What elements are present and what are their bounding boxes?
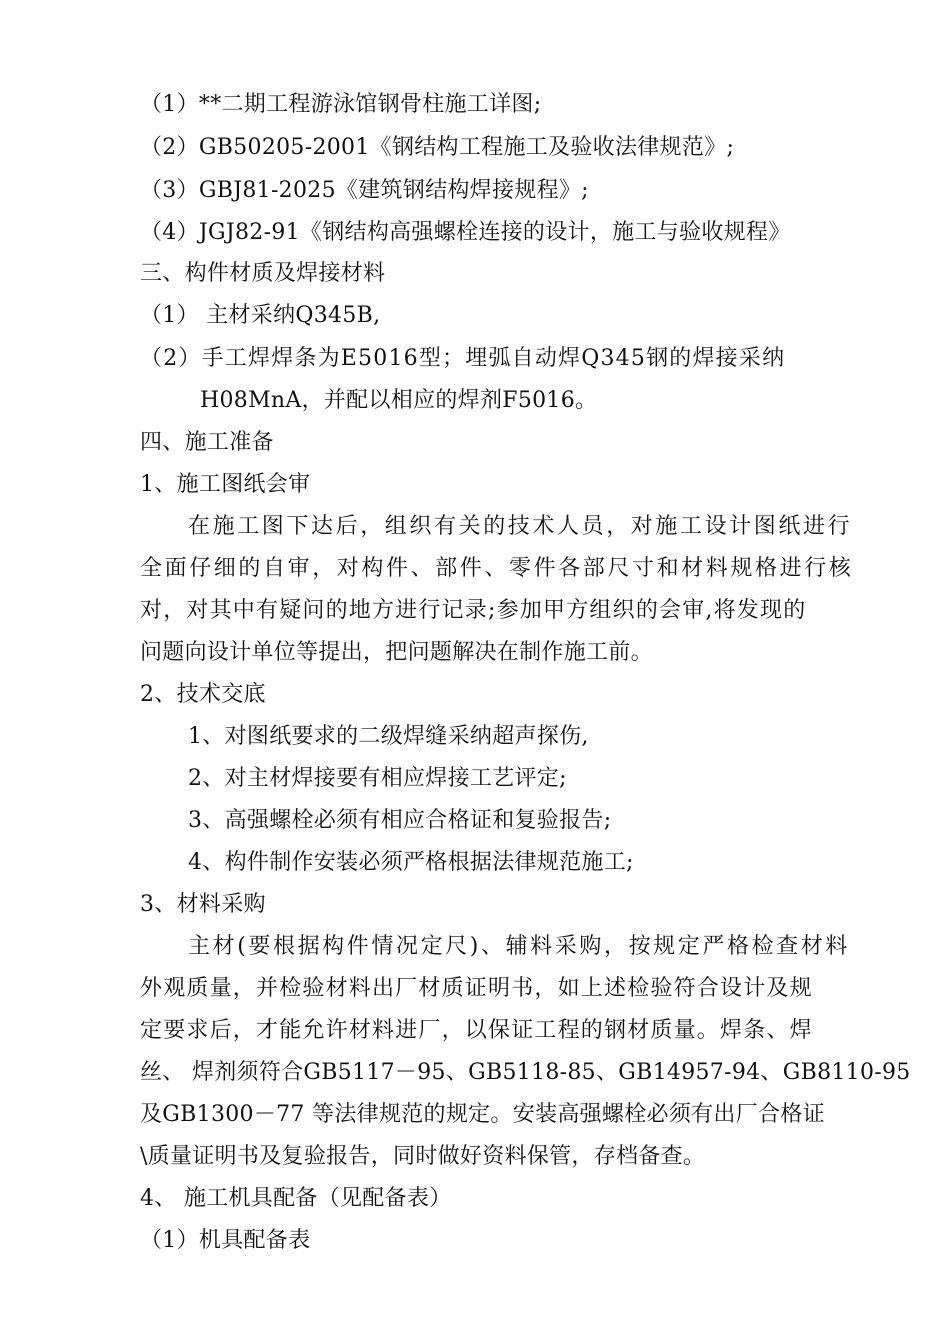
section-heading-preparation: 四、施工准备 [140, 430, 274, 455]
briefing-item: 4、构件制作安装必须严格根据法律规范施工; [188, 850, 634, 875]
section-heading-materials: 三、构件材质及焊接材料 [140, 261, 386, 286]
subsection-heading: 3、材料采购 [140, 892, 266, 917]
paragraph-line: 丝、 焊剂须符合GB5117－95、GB5118-85、GB14957-94、GB8110-95 [140, 1060, 911, 1085]
material-item: （2）手工焊焊条为E5016型；埋弧自动焊Q345钢的焊接采纳 [140, 346, 786, 371]
briefing-item: 1、对图纸要求的二级焊缝采纳超声探伤, [188, 724, 589, 749]
material-item-continuation: H08MnA，并配以相应的焊剂F5016。 [200, 388, 598, 413]
material-item: （1） 主材采纳Q345B, [140, 303, 381, 328]
subsection-heading: 1、施工图纸会审 [140, 472, 311, 497]
paragraph-line: 主材(要根据构件情况定尺)、辅料采购，按规定严格检查材料 [188, 934, 850, 959]
paragraph-line: 定要求后，才能允许材料进厂，以保证工程的钢材质量。焊条、焊 [140, 1018, 813, 1043]
paragraph-line: 全面仔细的自审，对构件、部件、零件各部尺寸和材料规格进行核 [140, 556, 854, 581]
subsection-heading: 4、 施工机具配备（见配备表） [140, 1186, 452, 1211]
reference-item: （2）GB50205-2001《钢结构工程施工及验收法律规范》; [140, 135, 735, 160]
briefing-item: 3、高强螺栓必须有相应合格证和复验报告; [188, 808, 612, 833]
subsection-heading: 2、技术交底 [140, 682, 266, 707]
paragraph-line: 外观质量，并检验材料出厂材质证明书，如上述检验符合设计及规 [140, 976, 813, 1001]
paragraph-line: 及GB1300－77 等法律规范的规定。安装高强螺栓必须有出厂合格证 [140, 1102, 825, 1127]
paragraph-line: 在施工图下达后，组织有关的技术人员，对施工设计图纸进行 [188, 514, 853, 539]
briefing-item: 2、对主材焊接要有相应焊接工艺评定; [188, 766, 567, 791]
paragraph-line: 问题向设计单位等提出，把问题解决在制作施工前。 [140, 640, 653, 665]
paragraph-line: \质量证明书及复验报告，同时做好资料保管，存档备查。 [140, 1144, 706, 1169]
paragraph-line: 对，对其中有疑问的地方进行记录;参加甲方组织的会审,将发现的 [140, 598, 807, 623]
reference-item: （3）GBJ81-2025《建筑钢结构焊接规程》; [140, 178, 589, 203]
reference-item: （1）**二期工程游泳馆钢骨柱施工详图; [140, 92, 542, 117]
equipment-item: （1）机具配备表 [140, 1228, 311, 1253]
reference-item: （4）JGJ82-91《钢结构高强螺栓连接的设计，施工与验收规程》 [140, 220, 791, 245]
